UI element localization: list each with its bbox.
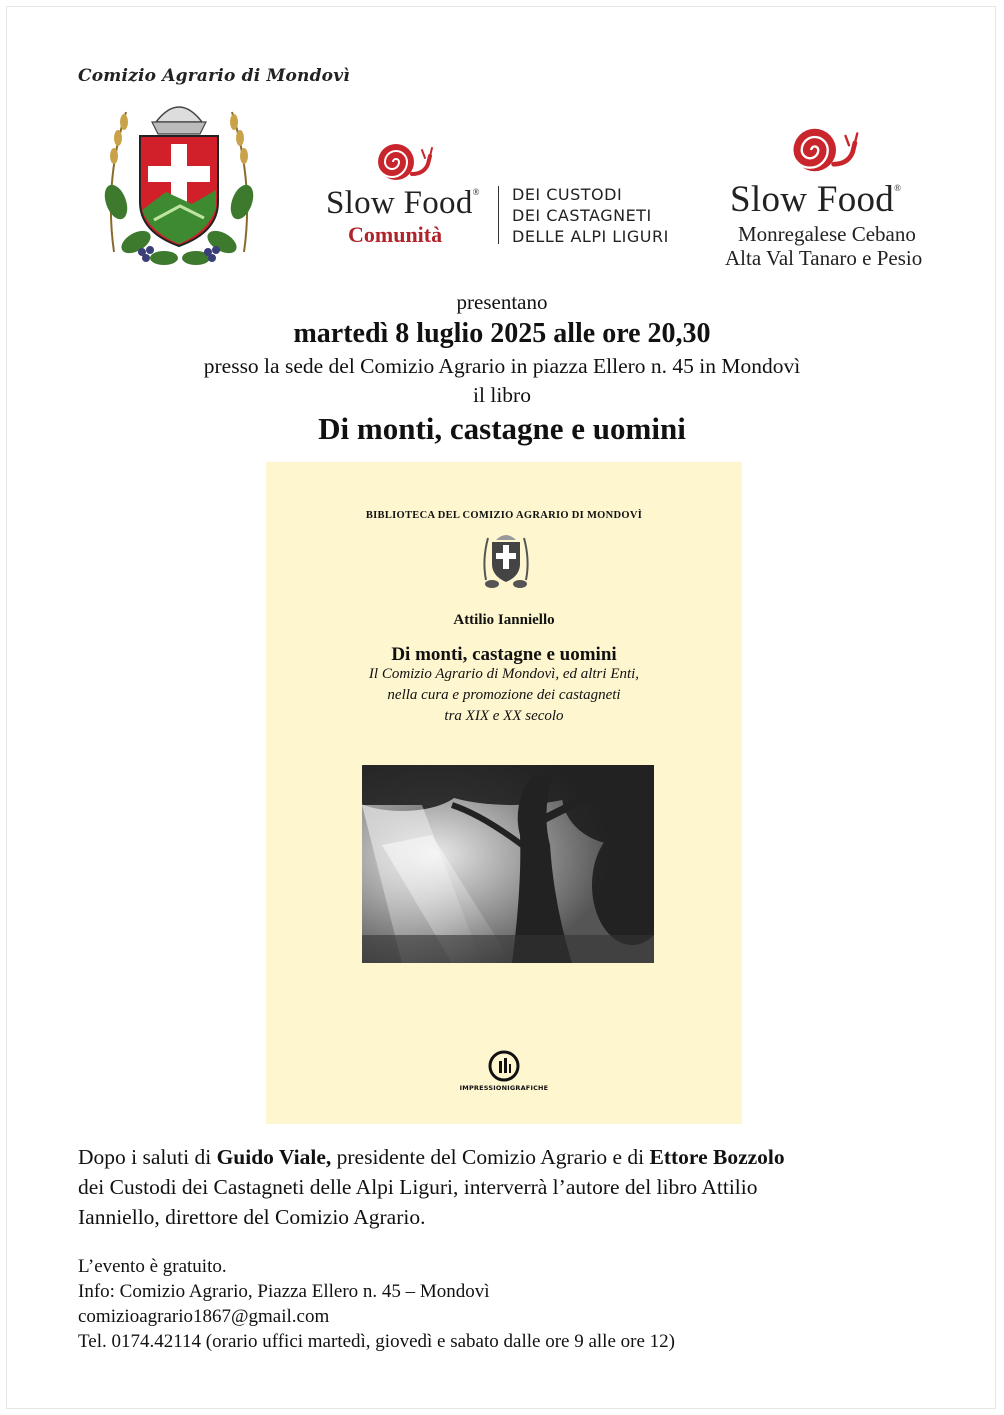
intro-paragraph bbox=[78, 1142, 938, 1232]
book-cover bbox=[266, 462, 742, 1124]
cover-emblem bbox=[480, 530, 532, 590]
presentano-text: presentano bbox=[456, 290, 548, 314]
intro-line-1: Dopo i saluti di Guido Viale, presidente del Comizio Agrario e di Ettore Bozzolo bbox=[78, 1145, 785, 1169]
slowfood-brand: Slow Food® bbox=[730, 179, 902, 220]
custodi-line-2: DEI CASTAGNETI bbox=[512, 206, 652, 225]
cover-subtitle-2: nella cura e promozione dei castagneti bbox=[387, 687, 621, 703]
info-email[interactable]: comizioagrario1867@gmail.com bbox=[78, 1306, 330, 1327]
cover-publisher: IMPRESSIONIGRAFICHE bbox=[459, 1084, 549, 1092]
info-block bbox=[78, 1254, 938, 1354]
event-date: martedì 8 luglio 2025 alle ore 20,30 bbox=[293, 318, 711, 349]
info-free: L’evento è gratuito. bbox=[78, 1256, 227, 1277]
speaker-guido-viale: Guido Viale, bbox=[216, 1145, 332, 1169]
snail-icon bbox=[786, 124, 860, 176]
chestnut-tree-photo bbox=[362, 765, 654, 963]
il-libro-text: il libro bbox=[473, 383, 531, 407]
snail-icon bbox=[372, 140, 434, 184]
condotta-line-2: Alta Val Tanaro e Pesio bbox=[725, 246, 923, 270]
info-phone: Tel. 0174.42114 (orario uffici martedì, giovedì e sabato dalle ore 9 alle ore 12) bbox=[78, 1331, 675, 1352]
intro-line-2: dei Custodi dei Castagneti delle Alpi Liguri, interverrà l’autore del libro Attilio bbox=[78, 1175, 758, 1199]
speaker-ettore-bozzolo: Ettore Bozzolo bbox=[649, 1145, 785, 1169]
slowfood-comunita-label: Comunità bbox=[348, 222, 443, 247]
cover-subtitle-1: Il Comizio Agrario di Mondovì, ed altri Enti, bbox=[368, 666, 640, 682]
comizio-agrario-script-title: Comizio Agrario di Mondovì bbox=[78, 66, 350, 86]
intro-line-3: Ianniello, direttore del Comizio Agrario. bbox=[78, 1205, 426, 1229]
cover-title: Di monti, castagne e uomini bbox=[391, 644, 617, 665]
cover-author: Attilio Ianniello bbox=[453, 612, 555, 628]
comizio-agrario-emblem bbox=[96, 92, 262, 272]
custodi-line-1: DEI CUSTODI bbox=[512, 185, 623, 204]
cover-subtitle-3: tra XIX e XX secolo bbox=[444, 708, 564, 724]
publisher-logo-icon bbox=[488, 1050, 520, 1082]
book-title-heading: Di monti, castagne e uomini bbox=[318, 411, 686, 446]
slowfood-monregalese-logo bbox=[720, 124, 940, 274]
logo-divider bbox=[498, 186, 499, 244]
cover-series: BIBLIOTECA DEL COMIZIO AGRARIO DI MONDOVÌ bbox=[365, 510, 643, 521]
info-address: Info: Comizio Agrario, Piazza Ellero n. 45 – Mondovì bbox=[78, 1281, 490, 1302]
event-place: presso la sede del Comizio Agrario in piazza Ellero n. 45 in Mondovì bbox=[203, 354, 801, 378]
slowfood-comunita-logo bbox=[322, 140, 692, 280]
custodi-line-3: DELLE ALPI LIGURI bbox=[512, 227, 669, 246]
condotta-line-1: Monregalese Cebano bbox=[738, 222, 916, 246]
slowfood-brand: Slow Food® bbox=[326, 185, 480, 221]
